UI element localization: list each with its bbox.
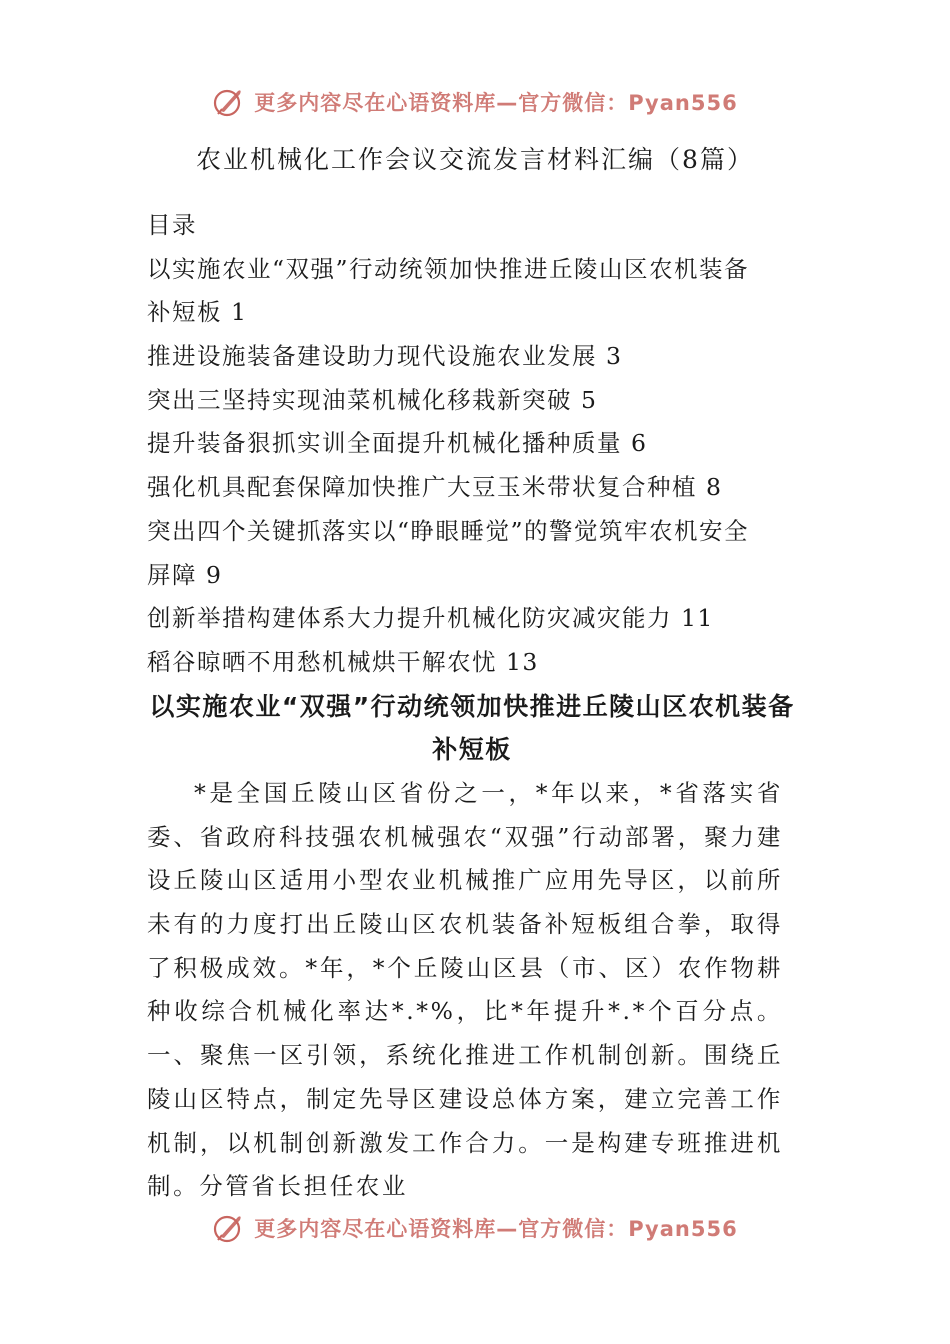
header-watermark <box>0 82 950 122</box>
toc-item: 以实施农业“双强”行动统领加快推进丘陵山区农机装备 <box>147 254 750 283</box>
toc-item: 突出三坚持实现油菜机械化移栽新突破 5 <box>147 385 598 414</box>
toc-item: 创新举措构建体系大力提升机械化防灾减灾能力 11 <box>147 604 714 633</box>
article-title-line-2: 补短板 <box>432 735 512 765</box>
toc-item: 补短板 1 <box>147 298 248 327</box>
pen-feather-logo-icon <box>212 85 246 119</box>
watermark-text: 更多内容尽在心语资料库—官方微信：Pyan556 <box>254 1217 738 1241</box>
toc-item: 稻谷晾晒不用愁机械烘干解农忧 13 <box>147 647 539 676</box>
toc-item: 提升装备狠抓实训全面提升机械化播种质量 6 <box>147 429 648 458</box>
toc-heading: 目录 <box>147 211 197 239</box>
article-paragraph: *是全国丘陵山区省份之一，*年以来，*省落实省委、省政府科技强农机械强农“双强”行动部署，聚力建设丘陵山区适用小型农业机械推广应用先导区，以前所未有的力度打出丘陵山区农机装备补短板组合拳，取得了积极成效。*年，*个丘陵山区县（市、区）农作物耕种收综合机械化率达*.*%，比*年提升*.*个百分点。一、聚焦一区引领，系统化推进工作机制创新。围绕丘陵山区特点，制定先导区建设总体方案，建立完善工作机制，以机制创新激发工作合力。一是构建专班推进机制。分管省长担任农业 <box>147 778 783 1201</box>
document-title: 农业机械化工作会议交流发言材料汇编（8篇） <box>196 145 754 174</box>
article-title-line-1: 以实施农业“双强”行动统领加快推进丘陵山区农机装备 <box>149 691 795 721</box>
document-body <box>147 204 797 1209</box>
watermark-text: 更多内容尽在心语资料库—官方微信：Pyan556 <box>254 91 738 115</box>
table-of-contents <box>147 248 797 685</box>
toc-item: 突出四个关键抓落实以“睁眼睡觉”的警觉筑牢农机安全 <box>147 516 750 545</box>
pen-feather-logo-icon <box>212 1211 246 1245</box>
toc-item: 推进设施装备建设助力现代设施农业发展 3 <box>147 342 623 371</box>
toc-item: 屏障 9 <box>147 560 223 589</box>
footer-watermark <box>0 1208 950 1248</box>
toc-item: 强化机具配套保障加快推广大豆玉米带状复合种植 8 <box>147 473 723 502</box>
